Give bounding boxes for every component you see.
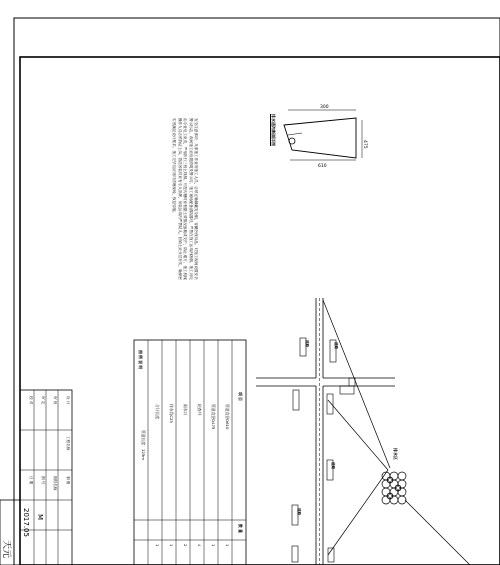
- inner-frame: [20, 57, 500, 565]
- table-qty: 1: [169, 544, 174, 547]
- title-date: 2017.05: [22, 508, 30, 537]
- title-row: 校 对: [29, 396, 33, 405]
- title-col: 图纸名称: [53, 476, 57, 491]
- table-header-item: 项 目: [238, 392, 243, 401]
- table-row: 合计长度: [155, 404, 160, 420]
- title-col: 日 期: [29, 476, 33, 485]
- table-note: 管道长度：125m: [141, 430, 146, 460]
- dim-top: 475: [362, 140, 367, 149]
- title-row: 制 图: [66, 476, 70, 485]
- road-label-1: 道路: [305, 340, 309, 348]
- table-row: 雨水口: [183, 404, 188, 416]
- table-qty: 4: [197, 544, 202, 547]
- material-table: [134, 340, 246, 565]
- table-row: 排水沟C25: [169, 404, 174, 423]
- title-letter: M: [36, 514, 44, 521]
- table-qty: 1: [155, 544, 160, 547]
- legend-title: 图 例 说 明: [138, 350, 143, 370]
- road-label-2: 道路: [334, 342, 338, 350]
- dim-bottom: 610: [318, 164, 327, 169]
- table-header-qty: 数 量: [238, 524, 243, 533]
- title-row: 设 计: [66, 396, 70, 405]
- section-detail: [284, 110, 362, 160]
- title-block: [0, 390, 72, 565]
- dim-mid: 300: [320, 105, 329, 110]
- drainage-area: [382, 472, 406, 504]
- title-col: 图 号: [41, 476, 45, 485]
- table-row: 管道直径D475: [211, 404, 216, 430]
- table-qty: 2: [183, 544, 188, 547]
- title-row: 审 定: [41, 396, 45, 405]
- table-row: 管道直径D610: [225, 404, 230, 430]
- section-title: 排水通沟断面详图: [271, 114, 276, 146]
- table-qty: 1: [211, 544, 216, 547]
- road-label-4: 道路: [331, 462, 335, 470]
- title-row: 审 核: [53, 396, 57, 405]
- area-label: 排水区: [393, 448, 398, 460]
- outer-frame: [14, 18, 500, 565]
- safety-notes: 安全注意事项：从事施工作业的施工人员，必须正确佩戴安全帽，穿戴劳保用品。对施工现场设置安全警示标志，夜间施工应设置照明及警示灯。施工现场配备消防器材，严禁在施工区域内吸烟。施工用电由专业电工负责，严格执行三相五线制。开挖沟槽时应根据土质情况放坡或支护，防止塌方。施工机械操作人员必须持证上岗。管道吊装时应有专人指挥，吊装区域内严禁站人。回填土应分层夯实，确保密实度满足设计要求。施工完毕后应及时清理现场，恢复原貌。: [172, 118, 198, 280]
- table-qty: 1: [225, 544, 230, 547]
- title-col: 工程名称: [66, 436, 70, 451]
- road-label-3: 道路: [297, 508, 301, 516]
- company-name: 天元: [1, 540, 11, 559]
- table-row: 检查井: [197, 404, 202, 416]
- site-plan: [256, 298, 470, 565]
